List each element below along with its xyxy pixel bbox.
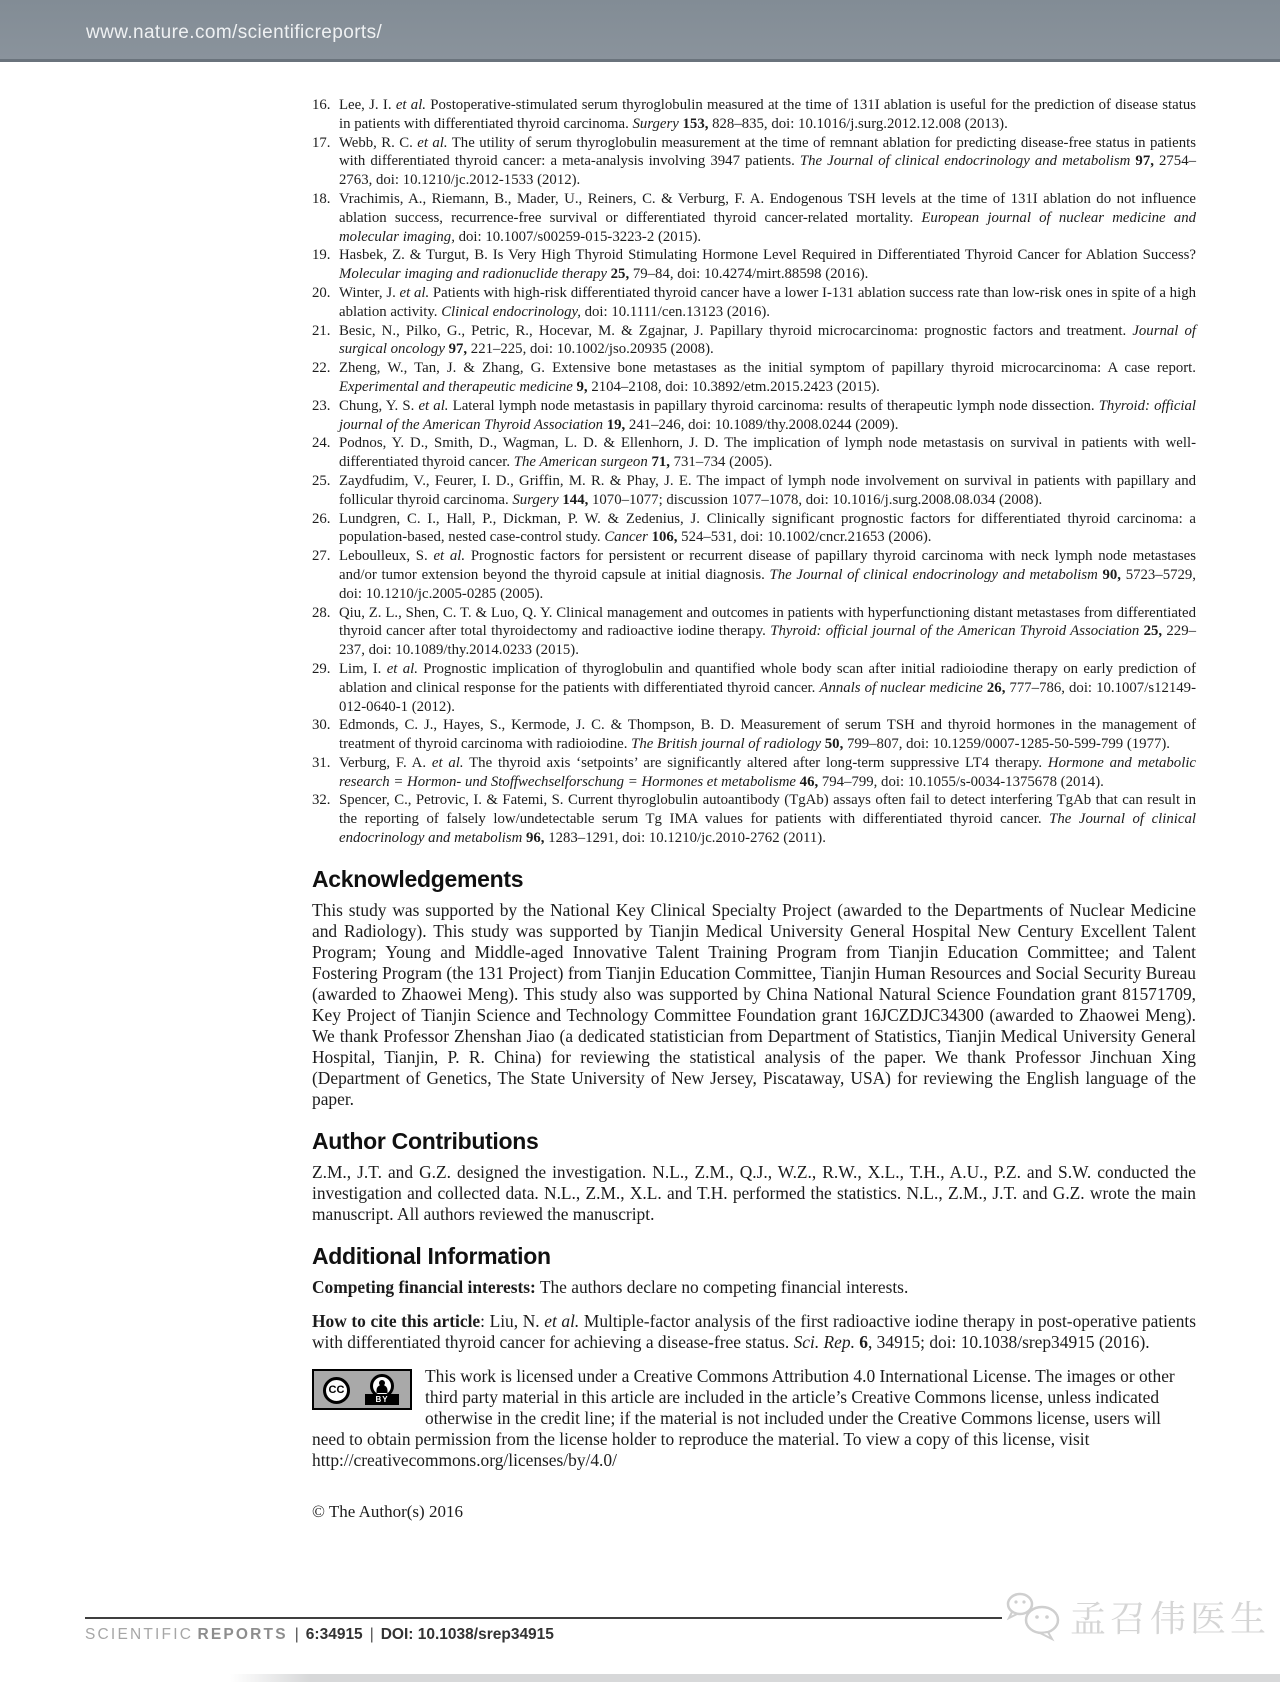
cc-icon: CC [323,1377,350,1404]
reference-item [312,660,1196,716]
additional-information-section [312,1243,1196,1522]
reference-text: Webb, R. C. et al. The utility of serum thyroglobulin measurement at the time of remnant ablation for predicting disease-free status in patients with differentiated thyroid cancer: a meta-analysis involving 3947 patients. The Journal of clinical endocrinology and metabolism 97, 2754–2763, doi: 10.1210/jc.2012-1533 (2012). [339,134,1196,189]
additional-information-heading: Additional Information [312,1242,551,1269]
reference-item [312,284,1196,322]
reference-text: Zheng, W., Tan, J. & Zhang, G. Extensive bone metastases as the initial symptom of papillary thyroid microcarcinoma: A case report. Experimental and therapeutic medicine 9, 2104–2108, doi: 10.3892/etm.2015.2423 (2015). [339,360,1196,395]
reference-item [312,359,1196,397]
footer-doi: DOI: 10.1038/srep34915 [380,1626,554,1643]
reference-text: Leboulleux, S. et al. Prognostic factors for persistent or recurrent disease of papillary thyroid carcinoma with neck lymph node metastases and/or tumor extension beyond the thyroid capsule at initial diagnosis. The Journal of clinical endocrinology and metabolism 90, 5723–5729, doi: 10.1210/jc.2005-0285 (2005). [339,548,1196,602]
author-contributions-text: Z.M., J.T. and G.Z. designed the investigation. N.L., Z.M., Q.J., W.Z., R.W., X.L., T.H., A.U., P.Z. and S.W. conducted the investigation and collected data. N.L., Z.M., X.L. and T.H. performed the statistics. N.L., Z.M., J.T. and G.Z. wrote the main manuscript. All authors reviewed the manuscript. [312,1161,1196,1224]
acknowledgements-text: This study was supported by the National Key Clinical Specialty Project (awarded to the Departments of Nuclear Medicine and Radiology). This study was supported by Tianjin Medical University General Hospital New Century Excellent Talent Program; Young and Middle-aged Innovative Talent Training Program from Tianjin Education Committee; and Talent Fostering Program (the 131 Project) from Tianjin Education Committee, Tianjin Human Resources and Social Security Bureau (awarded to Zhaowei Meng). This study also was supported by China National Natural Science Foundation grant 81571709, Key Project of Tianjin Science and Technology Committee Foundation grant 16JCZDJC34300 (awarded to Zhaowei Meng). We thank Professor Zhenshan Jiao (a dedicated statistician from Department of Statistics, Tianjin Medical University General Hospital, Tianjin, P. R. China) for reviewing the statistical analysis of the paper. We thank Professor Jinchuan Xing (Department of Genetics, The State University of New Jersey, Piscataway, USA) for reviewing the English language of the paper. [312,899,1196,1109]
footer-journal-word2: REPORTS [197,1626,288,1643]
wechat-chat-bubbles-icon [1002,1588,1066,1644]
reference-text: Winter, J. et al. Patients with high-risk differentiated thyroid cancer have a lower I-131 ablation success rate than low-risk ones in spite of a high ablation activity. Clinical endocrinology, doi: 10.1111/cen.13123 (2016). [339,284,1196,320]
reference-number: 23. [312,397,331,414]
how-to-cite-text: How to cite this article: Liu, N. et al. Multiple-factor analysis of the first radioactive iodine therapy in post-operative patients with differentiated thyroid cancer for achieving a disease-free status. Sci. Rep. 6, 34915; doi: 10.1038/srep34915 (2016). [312,1310,1196,1352]
reference-number: 30. [312,717,331,734]
watermark-text: 孟召伟医生 [1066,1589,1274,1644]
reference-item [312,246,1196,284]
competing-interests-text: Competing financial interests: The authors declare no competing financial interests. [312,1276,909,1297]
footer-separator-2: | [369,1626,374,1643]
reference-text: Edmonds, C. J., Hayes, S., Kermode, J. C. & Thompson, B. D. Measurement of serum TSH and thyroid hormones in the management of treatment of thyroid carcinoma with radioiodine. The British journal of radiology 50, 799–807, doi: 10.1259/0007-1285-50-599-799 (1977). [339,717,1196,753]
reference-number: 24. [312,435,331,452]
journal-url: www.nature.com/scientificreports/ [86,21,383,43]
reference-number: 32. [312,792,331,809]
reference-number: 17. [312,134,331,151]
reference-item [312,96,1196,134]
header-bar [0,0,1280,62]
reference-item [312,547,1196,603]
reference-item [312,754,1196,792]
reference-item [312,716,1196,754]
license-text: This work is licensed under a Creative Commons Attribution 4.0 International License. The images or other third party material in this article are included in the article’s Creative Commons license, unless indicated otherwise in the credit line; if the material is not included under the Creative Commons license, users will need to obtain permission from the license holder to reproduce the material. To view a copy of this license, visit http://creativecommons.org/licenses/by/4.0/ [312,1365,1175,1470]
reference-text: Besic, N., Pilko, G., Petric, R., Hocevar, M. & Zgajnar, J. Papillary thyroid microcarcinoma: prognostic factors and treatment. Journal of surgical oncology 97, 221–225, doi: 10.1002/jso.20935 (2008). [339,322,1196,358]
reference-item [312,791,1196,847]
copyright-text: © The Author(s) 2016 [312,1501,463,1521]
reference-text: Qiu, Z. L., Shen, C. T. & Luo, Q. Y. Clinical management and outcomes in patients with hyperfunctioning distant metastases from differentiated thyroid cancer after total thyroidectomy and radioactive iodine therapy. Thyroid: official journal of the American Thyroid Association 25, 229–237, doi: 10.1089/thy.2014.0233 (2015). [339,604,1196,659]
reference-number: 19. [312,247,331,264]
acknowledgements-heading: Acknowledgements [312,865,524,892]
cc-by-license-badge[interactable] [312,1369,412,1410]
reference-item [312,134,1196,190]
reference-number: 21. [312,322,331,339]
footer-separator-1: | [294,1626,299,1643]
reference-text: Zaydfudim, V., Feurer, I. D., Griffin, M. R. & Phay, J. E. The impact of lymph node involvement on survival in patients with papillary and follicular thyroid carcinoma. Surgery 144, 1070–1077; discussion 1077–1078, doi: 10.1016/j.surg.2008.08.034 (2008). [339,472,1196,508]
by-label: BY [365,1394,399,1405]
reference-text: Hasbek, Z. & Turgut, B. Is Very High Thyroid Stimulating Hormone Level Required in Differentiated Thyroid Cancer for Ablation Success? Molecular imaging and radionuclide therapy 25, 79–84, doi: 10.4274/mirt.88598 (2016). [339,247,1196,283]
reference-item [312,434,1196,472]
watermark [1002,1588,1274,1644]
reference-text: Spencer, C., Petrovic, I. & Fatemi, S. Current thyroglobulin autoantibody (TgAb) assays often fail to detect interfering TgAb that can result in the reporting of falsely low/undetectable serum Tg IMA values for patients with differentiated thyroid cancer. The Journal of clinical endocrinology and metabolism 96, 1283–1291, doi: 10.1210/jc.2010-2762 (2011). [339,792,1196,847]
footer [85,1626,554,1644]
reference-text: Vrachimis, A., Riemann, B., Mader, U., Reiners, C. & Verburg, F. A. Endogenous TSH levels at the time of 131I ablation do not influence ablation success, recurrence-free survival or differentiated thyroid cancer-related mortality. European journal of nuclear medicine and molecular imaging, doi: 10.1007/s00259-015-3223-2 (2015). [339,190,1196,245]
reference-number: 16. [312,97,331,113]
reference-text: Podnos, Y. D., Smith, D., Wagman, L. D. & Ellenhorn, J. D. The implication of lymph node metastasis on survival in patients with well-differentiated thyroid cancer. The American surgeon 71, 731–734 (2005). [339,435,1196,471]
author-contributions-heading: Author Contributions [312,1127,539,1154]
footer-issue: 6:34915 [305,1626,363,1643]
license-block [312,1366,1196,1471]
acknowledgements-section [312,866,1196,1110]
reference-text: Lim, I. et al. Prognostic implication of thyroglobulin and quantified whole body scan after initial radioiodine therapy on early prediction of ablation and clinical response for the patients with differentiated thyroid cancer. Annals of nuclear medicine 26, 777–786, doi: 10.1007/s12149-012-0640-1 (2012). [339,660,1196,715]
reference-item [312,604,1196,660]
reference-item [312,322,1196,360]
reference-text: Chung, Y. S. et al. Lateral lymph node metastasis in papillary thyroid carcinoma: results of therapeutic lymph node dissection. Thyroid: official journal of the American Thyroid Association 19, 241–246, doi: 10.1089/thy.2008.0244 (2009). [339,397,1197,433]
page-bottom-edge [0,1674,1280,1682]
reference-number: 18. [312,190,331,207]
reference-item [312,472,1196,510]
reference-text: Lundgren, C. I., Hall, P., Dickman, P. W. & Zedenius, J. Clinically significant prognostic factors for differentiated thyroid carcinoma: a population-based, nested case-control study. Cancer 106, 524–531, doi: 10.1002/cncr.21653 (2006). [339,510,1196,546]
reference-text: Verburg, F. A. et al. The thyroid axis ‘setpoints’ are significantly altered after long-term suppressive LT4 therapy. Hormone and metabolic research = Hormon- und Stoffwechselforschung = Hormones et metabolisme 46, 794–799, doi: 10.1055/s-0034-1375678 (2014). [339,754,1196,790]
author-contributions-section [312,1128,1196,1225]
page-content [312,96,1196,1522]
reference-number: 27. [312,548,331,565]
reference-number: 31. [312,754,331,771]
reference-text: Lee, J. I. et al. Postoperative-stimulated serum thyroglobulin measured at the time of 131I ablation is useful for the prediction of disease status in patients with differentiated thyroid carcinoma. Surgery 153, 828–835, doi: 10.1016/j.surg.2012.12.008 (2013). [339,97,1196,132]
footer-journal-word1: SCIENTIFIC [85,1626,194,1643]
references-list [312,96,1196,848]
reference-item [312,510,1196,548]
reference-number: 25. [312,472,331,489]
reference-number: 26. [312,510,331,527]
reference-number: 29. [312,660,331,677]
reference-number: 20. [312,284,331,301]
reference-item [312,190,1196,246]
reference-item [312,397,1196,435]
reference-number: 28. [312,604,331,621]
reference-number: 22. [312,360,331,377]
